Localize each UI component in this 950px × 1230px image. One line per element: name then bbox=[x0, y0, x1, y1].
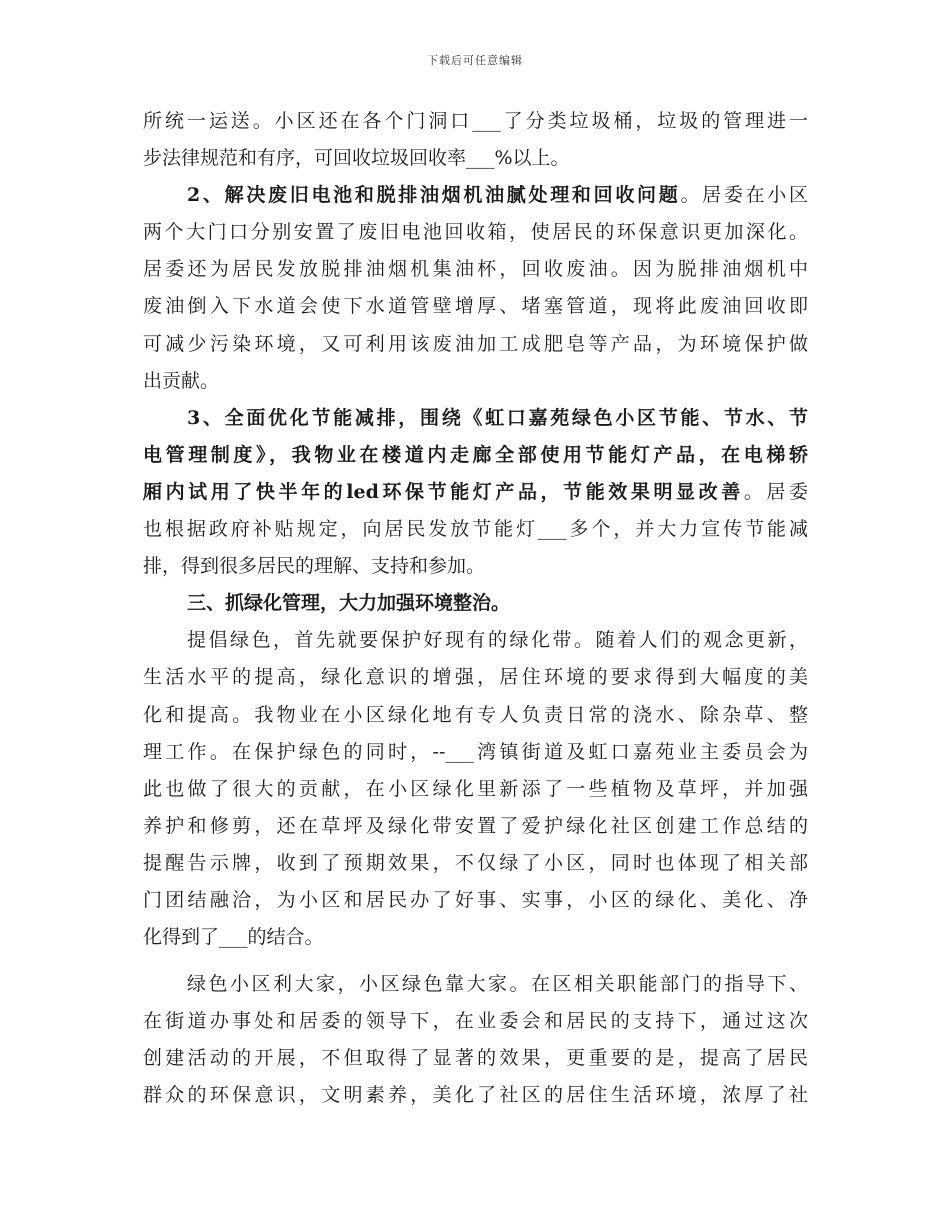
page-header: 下载后可任意编辑 bbox=[427, 54, 523, 67]
text-line: 化和提高。我物业在小区绿化地有专人负责日常的浇水、除杂草、整 bbox=[143, 703, 808, 726]
text-line bbox=[143, 437, 808, 474]
bold-text-run: 2、解决废旧电池和脱排油烟机油腻处理和回收问题 bbox=[187, 184, 681, 207]
bold-text-run: 3、全面优化节能减排，围绕《虹口嘉苑绿色小区节能、节水、节 bbox=[187, 406, 808, 429]
text-line: 出贡献。 bbox=[143, 369, 220, 392]
text-line: 也根据政府补贴规定，向居民发放节能灯___多个，并大力宣传节能减 bbox=[143, 518, 808, 541]
text-line: 门团结融洽，为小区和居民办了好事、实事，小区的绿化、美化、净 bbox=[143, 888, 808, 911]
text-line: 群众的环保意识，文明素养，美化了社区的居住生活环境，浓厚了社 bbox=[143, 1084, 808, 1107]
text-line bbox=[143, 400, 808, 437]
text-line bbox=[143, 177, 808, 214]
bold-text-run: 厢内试用了快半年的led环保节能灯产品，节能效果明显改善 bbox=[143, 480, 744, 503]
text-line: 所统一运送。小区还在各个门洞口___了分类垃圾桶，垃圾的管理进一 bbox=[143, 110, 808, 132]
text-line: 养护和修剪，还在草坪及绿化带安置了爱护绿化社区创建工作总结的 bbox=[143, 814, 808, 837]
text-line: 提醒告示牌，收到了预期效果，不仅绿了小区，同时也体现了相关部 bbox=[143, 851, 808, 874]
text-line: 绿色小区利大家，小区绿色靠大家。在区相关职能部门的指导下、 bbox=[187, 973, 808, 996]
text-line: 步法律规范和有序，可回收垃圾回收率___%以上。 bbox=[143, 147, 570, 170]
text-line: 排，得到很多居民的理解、支持和参加。 bbox=[143, 555, 486, 578]
text-line: 提倡绿色，首先就要保护好现有的绿化带。随着人们的观念更新， bbox=[187, 629, 808, 652]
text-line: 废油倒入下水道会使下水道管壁增厚、堵塞管道，现将此废油回收即 bbox=[143, 295, 808, 318]
text-run: 。居委在小区 bbox=[680, 184, 808, 207]
text-line: 此也做了很大的贡献，在小区绿化里新添了一些植物及草坪，并加强 bbox=[143, 777, 808, 800]
bold-text-run: 三、抓绿化管理，大力加强环境整治。 bbox=[187, 592, 511, 615]
text-line bbox=[143, 585, 808, 622]
text-line bbox=[143, 474, 808, 511]
text-line: 理工作。在保护绿色的同时，--___湾镇街道及虹口嘉苑业主委员会为 bbox=[143, 740, 808, 763]
text-line: 化得到了___的结合。 bbox=[143, 926, 324, 949]
document-body bbox=[143, 103, 808, 1115]
text-line: 两个大门口分别安置了废旧电池回收箱，使居民的环保意识更加深化。 bbox=[143, 221, 808, 244]
text-line: 创建活动的开展，不但取得了显著的效果，更重要的是，提高了居民 bbox=[143, 1047, 808, 1070]
text-line: 可减少污染环境，又可利用该废油加工成肥皂等产品，为环境保护做 bbox=[143, 332, 808, 355]
text-line: 居委还为居民发放脱排油烟机集油杯，回收废油。因为脱排油烟机中 bbox=[143, 258, 808, 281]
text-line: 在街道办事处和居委的领导下，在业委会和居民的支持下，通过这次 bbox=[143, 1010, 808, 1033]
text-run: 。居委 bbox=[743, 480, 808, 503]
bold-text-run: 电管理制度》，我物业在楼道内走廊全部使用节能灯产品，在电梯轿 bbox=[143, 443, 808, 466]
text-line: 生活水平的提高，绿化意识的增强，居住环境的要求得到大幅度的美 bbox=[143, 666, 808, 689]
